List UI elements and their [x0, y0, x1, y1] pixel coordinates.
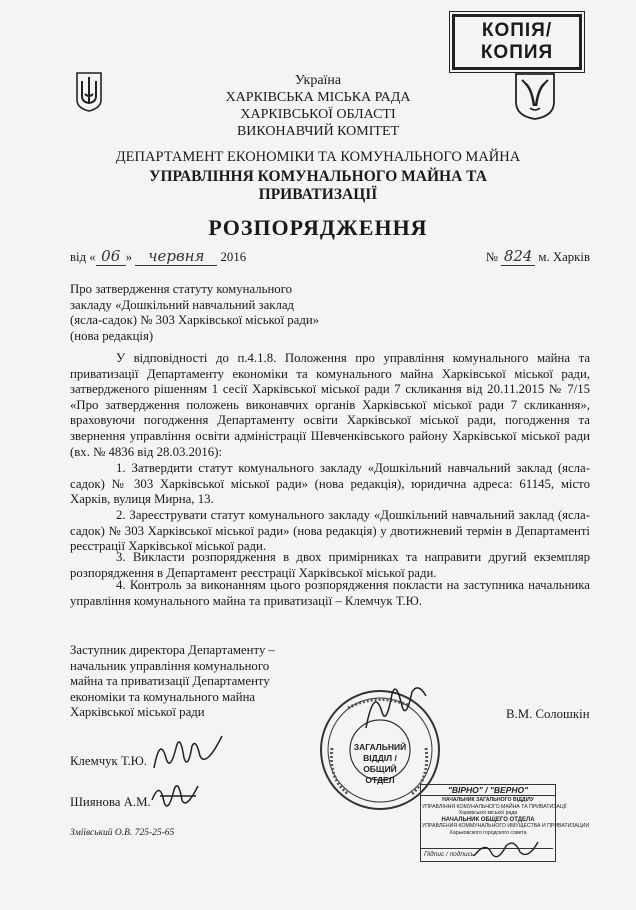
header-committee: ВИКОНАВЧИЙ КОМІТЕТ	[236, 124, 400, 139]
date-year: 2016	[220, 250, 247, 264]
header-country: Україна	[294, 73, 342, 88]
round-seal-line: ВІДДІЛ /	[363, 753, 397, 763]
header-division	[0, 168, 636, 204]
header-division-line1: УПРАВЛІННЯ КОМУНАЛЬНОГО МАЙНА ТА	[149, 168, 487, 185]
subject-line: Про затвердження статуту комунального	[70, 282, 293, 296]
signatory-line: майна та приватизації Департаменту	[70, 674, 270, 689]
header-block	[0, 72, 636, 140]
order-item-4: 4. Контроль за виконанням цього розпорядження покласти на заступника начальника управління комунального майна та приватизації – Клемчук Т.Ю.	[70, 578, 590, 608]
signature-shyianova-icon	[150, 776, 202, 816]
verified-stamp-sign-label: Підпис / подпись	[421, 848, 553, 861]
signature-soloshkin-icon	[360, 676, 430, 736]
date-day: 06	[96, 249, 126, 266]
approval-name-2: Шиянова А.М.	[70, 795, 151, 809]
verified-stamp-line: НАЧАЛЬНИК ЗАГАЛЬНОГО ВІДДІЛУ	[442, 797, 534, 803]
subject-line: (нова редакція)	[70, 328, 154, 343]
executor-info: Зміївський О.В. 725-25-65	[70, 828, 175, 838]
verified-stamp-body	[421, 796, 590, 837]
signatory-name: В.М. Солошкін	[506, 707, 590, 721]
date-month: червня	[135, 249, 217, 266]
date-prefix: від «	[70, 250, 96, 264]
header-department: ДЕПАРТАМЕНТ ЕКОНОМІКИ ТА КОМУНАЛЬНОГО МАЙНА	[115, 149, 521, 165]
body-intro: У відповідності до п.4.1.8. Положення про управління комунального майна та приватизації Департаменту економіки та комунального майна Харківської міської ради, затвердженого рішенням 1 сесії Харківської міської ради 7 скликання від 20.11.2015 № 7/15 «Про затвердження положень виконавчих органів Харківської міської ради 7 скликання», враховуючи погодження Департаменту освіти Харківської міської ради, погодження та звернення управління освіти адміністрації Шевченківського району Харківської міської ради (вх. № 4836 від 28.03.2016):	[70, 351, 590, 459]
signatory-position	[70, 643, 275, 721]
header-region: ХАРКІВСЬКОЇ ОБЛАСТІ	[240, 107, 396, 122]
round-seal-line: ОБЩИЙ ОТДЕЛ	[363, 764, 397, 785]
verified-stamp-line: УПРАВЛЕНИЯ КОММУНАЛЬНОГО ИМУЩЕСТВА И ПРИВАТИЗАЦИИ	[422, 823, 590, 829]
city: м. Харків	[538, 250, 590, 264]
order-item-2: 2. Зареєструвати статут комунального закладу «Дошкільний навчальний заклад (ясла-садок) № 303 Харківської міської ради» (нова редакція) у двотижневий термін в Департаменті реєстрації Харківської міської ради.	[70, 508, 590, 554]
number-prefix: №	[485, 250, 498, 264]
verified-stamp-line: Харьковского городского совета	[449, 829, 527, 836]
signatory-line: начальник управління комунального	[70, 658, 270, 673]
round-seal-line: ЗАГАЛЬНИЙ	[353, 742, 407, 752]
copy-stamp	[452, 14, 582, 70]
approval-name-1: Клемчук Т.Ю.	[70, 754, 148, 768]
document-number: 824	[501, 249, 535, 266]
header-council: ХАРКІВСЬКА МІСЬКА РАДА	[225, 90, 411, 105]
verified-stamp-line: Харківської міської ради	[458, 810, 518, 816]
verified-stamp-title: "ВІРНО" / "ВЕРНО"	[421, 785, 555, 796]
copy-stamp-line2: КОПИЯ	[480, 42, 554, 63]
header-division-line2: ПРИВАТИЗАЦІЇ	[258, 186, 378, 203]
copy-stamp-line1: КОПІЯ/	[481, 20, 553, 41]
signatory-line: Харківської міської ради	[70, 705, 205, 720]
verified-stamp-line: НАЧАЛЬНИК ОБЩЕГО ОТДЕЛА	[441, 816, 535, 823]
signature-verified-icon	[470, 836, 540, 864]
signatory-line: економіки та комунального майна	[70, 689, 256, 704]
verified-stamp-line: УПРАВЛІННЯ КОМУНАЛЬНОГО МАЙНА ТА ПРИВАТИЗАЦІЇ	[422, 803, 567, 810]
document-title: РОЗПОРЯДЖЕННЯ	[208, 215, 428, 240]
subject-line: закладу «Дошкільний навчальний заклад	[70, 297, 295, 312]
subject-line: (ясла-садок) № 303 Харківської міської ради»	[70, 313, 320, 328]
signature-klemchuk-icon	[146, 728, 226, 778]
date-line	[70, 249, 590, 267]
order-item-3: 3. Викласти розпорядження в двох примірниках та направити другий екземпляр розпорядження в Департамент реєстрації Харківської міської ради.	[70, 550, 590, 580]
signatory-line: Заступник директора Департаменту –	[70, 643, 275, 657]
subject-block	[70, 282, 319, 344]
round-seal-text	[350, 742, 410, 786]
order-item-1: 1. Затвердити статут комунального закладу «Дошкільний навчальний заклад (ясла-садок) № 303 Харківської міської ради» (нова редакція), юридична адреса: 61145, місто Харків, вулиця Мирна, 13.	[70, 461, 590, 507]
date-mid: »	[125, 250, 133, 264]
